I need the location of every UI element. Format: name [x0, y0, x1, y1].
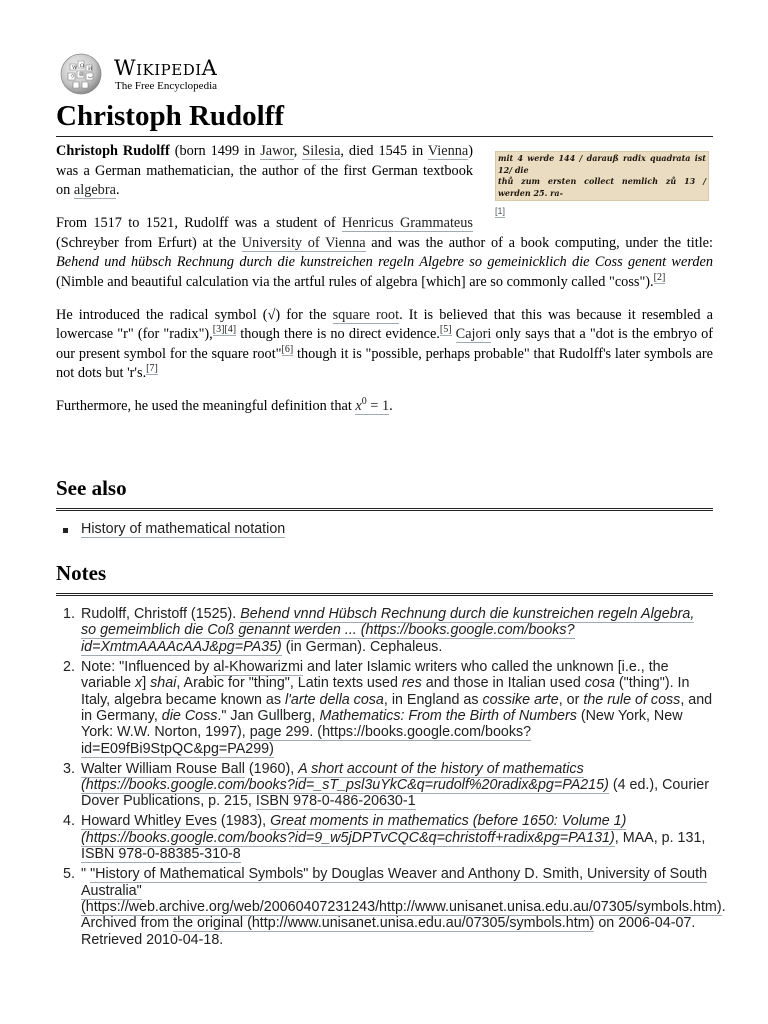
text: (New York, New York: W.W. Norton, 1997),	[81, 707, 683, 741]
subject-name: Christoph Rudolff	[56, 143, 170, 159]
text: and was the author of a book computing, under the title:	[365, 234, 714, 251]
link-algebra[interactable]: algebra	[73, 182, 116, 198]
svg-text:Ω: Ω	[80, 63, 85, 69]
link-text: Behend vnnd Hübsch Rechnung durch die kunstreichen regeln Algebra, so gemeimblich die Coß genannt werden ... (https://books.google.com/books?id=XmtmAAAAcAAJ&pg=PA35)	[81, 606, 695, 655]
text: (in German). Cephaleus.	[281, 638, 443, 655]
ref-2[interactable]: [2]	[653, 271, 666, 283]
svg-text:維: 維	[79, 72, 85, 78]
link-henricus-grammateus[interactable]: Henricus Grammateus	[341, 215, 473, 231]
text: , or	[558, 691, 584, 708]
list-item	[56, 520, 713, 539]
scan-line: mit 4 werde 144 / darauß radix quadrata ist 12/ die	[498, 153, 706, 175]
text: (4 ed.), Courier Dover Publications, p. 215,	[81, 777, 709, 810]
fraktur-scan-image[interactable]	[495, 151, 709, 201]
note-2	[56, 659, 713, 757]
text: die Coss	[161, 707, 218, 724]
text: .	[389, 398, 393, 414]
link-text: Great moments in mathematics (before 1650: Volume 1) (https://books.google.com/books?id=9_w5jDPTvCQC&q=christoff+radix&pg=PA131)	[81, 813, 627, 846]
text: x	[135, 675, 143, 692]
text: and later Islamic writers who called the unknown [i.e., the variable	[81, 658, 669, 692]
link-zero-power[interactable]	[355, 398, 389, 415]
scan-line	[498, 199, 706, 201]
note-number: 1.	[63, 606, 75, 622]
text: "	[81, 866, 91, 883]
text: . It is believed that this was because it resembled a lowercase "r" (for "radix"),	[56, 306, 713, 342]
text: .	[115, 182, 120, 198]
definition-paragraph	[56, 397, 713, 417]
text: , in England as	[383, 691, 483, 708]
ref-6[interactable]: [6]	[281, 343, 294, 355]
note-1	[56, 606, 713, 655]
scan-line: thů zum ersten collect nemlich zů 13 / werden 25. ra-	[498, 176, 706, 198]
text: Rudolff, Christoff (1525).	[81, 606, 241, 622]
note-4	[56, 813, 713, 862]
link-text: A short account of the history of mathematics (https://books.google.com/books?id=_sT_psl3uYkC&q=rudolf%20radix&pg=PA215)	[81, 760, 609, 794]
article-body	[56, 142, 713, 430]
figure	[495, 151, 713, 221]
text: . Archived from	[81, 898, 726, 932]
note-5-link[interactable]: "History of Mathematical Symbols" by Douglas Weaver and Anthony D. Smith, University of South Australia" (https://web.archive.org/web/20060407231243/http://www.unisanet.unisa.edu.au/07305/symbols.htm)	[81, 866, 722, 915]
text: only says that a "dot is the embryo of our present symbol for the square root"	[56, 326, 714, 362]
text: though there is no direct evidence.	[236, 326, 440, 342]
isbn-link[interactable]: ISBN 978-0-88385-310-8	[81, 846, 241, 863]
note-5	[56, 866, 726, 948]
ref-7[interactable]: [7]	[146, 363, 158, 375]
wikipedia-globe-icon	[56, 52, 106, 96]
ref-5[interactable]: [5]	[439, 324, 452, 336]
svg-text:И: И	[88, 66, 93, 72]
text: cossike arte	[482, 691, 559, 708]
svg-text:W: W	[72, 65, 78, 71]
text: on 2006-04-07. Retrieved 2010-04-18.	[81, 915, 696, 948]
math-var: x	[355, 398, 362, 414]
note-number: 3.	[63, 760, 75, 777]
text: ("thing"). In Italy, algebra became known as	[81, 675, 690, 708]
text: , died 1545 in	[340, 143, 428, 159]
figure-ref-link[interactable]: [1]	[495, 206, 506, 216]
book-title: Behend und hübsch Rechnung durch die kunstreichen regeln Algebre so gemeinicklich die Coss genent werden	[56, 254, 713, 270]
math-eq: = 1	[366, 398, 390, 414]
see-also-heading: See also	[56, 474, 713, 511]
text: He introduced the radical symbol (√) for the	[56, 306, 333, 323]
text: (1983),	[216, 813, 271, 830]
text: though it is "possible, perhaps probable" that Rudolff's later symbols are not dots but 'r's.	[56, 345, 713, 381]
text: , Arabic for "thing", Latin texts used	[176, 675, 402, 692]
text: shai	[150, 675, 177, 692]
text: res	[401, 675, 422, 692]
math-exponent: 0	[361, 396, 367, 408]
link-jawor[interactable]: Jawor	[260, 143, 294, 159]
link-rouse-ball[interactable]: Walter William Rouse Ball	[81, 760, 245, 777]
link-vienna[interactable]: Vienna	[427, 143, 469, 159]
link-howard-eves[interactable]: Howard Whitley Eves	[81, 813, 217, 830]
see-also-list	[56, 520, 713, 539]
text: Mathematics: From the Birth of Numbers	[319, 707, 577, 724]
note-number: 4.	[63, 813, 75, 830]
notes-list	[56, 606, 726, 952]
tagline: The Free Encyclopedia	[115, 80, 218, 92]
note-3	[56, 761, 713, 810]
link-al-khowarizmi[interactable]: al-Khowarizmi	[213, 658, 304, 675]
text: ." Jan Gullberg,	[217, 707, 320, 724]
ref-3[interactable]: [3]	[212, 324, 225, 336]
notes-heading: Notes	[56, 559, 713, 596]
text: and those in Italian used	[421, 675, 585, 692]
svg-text:ب: ب	[88, 74, 93, 80]
text: (Nimble and beautiful calculation via the artful rules of algebra [which] are so commonly called "coss").	[56, 273, 654, 290]
text: (1960),	[244, 760, 299, 777]
link-history-of-notation[interactable]: History of mathematical notation	[81, 521, 286, 537]
text: cosa	[584, 675, 615, 692]
wordmark: WIKIPEDIA	[114, 56, 218, 80]
student-paragraph	[56, 214, 713, 292]
text: , and in Germany,	[81, 691, 713, 724]
page-title: Christoph Rudolff	[56, 96, 713, 137]
text: l'arte della cosa	[284, 691, 384, 708]
note-2-link[interactable]: page 299. (https://books.google.com/books?id=E09fBi9StpQC&pg=PA299)	[81, 724, 532, 757]
link-university-of-vienna[interactable]: University of Vienna	[241, 234, 366, 251]
text: the rule of coss	[583, 691, 681, 708]
svg-text:ウ: ウ	[70, 74, 76, 80]
text: ,	[293, 143, 303, 159]
note-5-original-link[interactable]: the original (http://www.unisanet.unisa.edu.au/07305/symbols.htm)	[173, 915, 595, 932]
radical-paragraph	[56, 306, 713, 384]
text: From 1517 to 1521, Rudolff was a student of	[56, 215, 342, 231]
text: Furthermore, he used the meaningful definition that	[56, 398, 356, 414]
text: Note: "Influenced by	[81, 658, 214, 675]
link-silesia[interactable]: Silesia	[302, 143, 341, 159]
isbn-link[interactable]: ISBN 978-0-486-20630-1	[255, 793, 416, 810]
text: (Schreyber from Erfurt) at the	[56, 234, 242, 251]
link-cajori[interactable]: Cajori	[455, 326, 492, 342]
text: (born 1499 in	[169, 143, 261, 159]
note-number: 5.	[63, 866, 75, 883]
link-square-root[interactable]: square root	[332, 306, 400, 323]
note-number: 2.	[63, 658, 75, 675]
text: , MAA, p. 131,	[614, 829, 706, 846]
text: ]	[142, 675, 151, 692]
ref-4[interactable]: [4]	[224, 324, 237, 336]
text: ) was a German mathematician, the author of the first German textbook on	[56, 143, 473, 198]
